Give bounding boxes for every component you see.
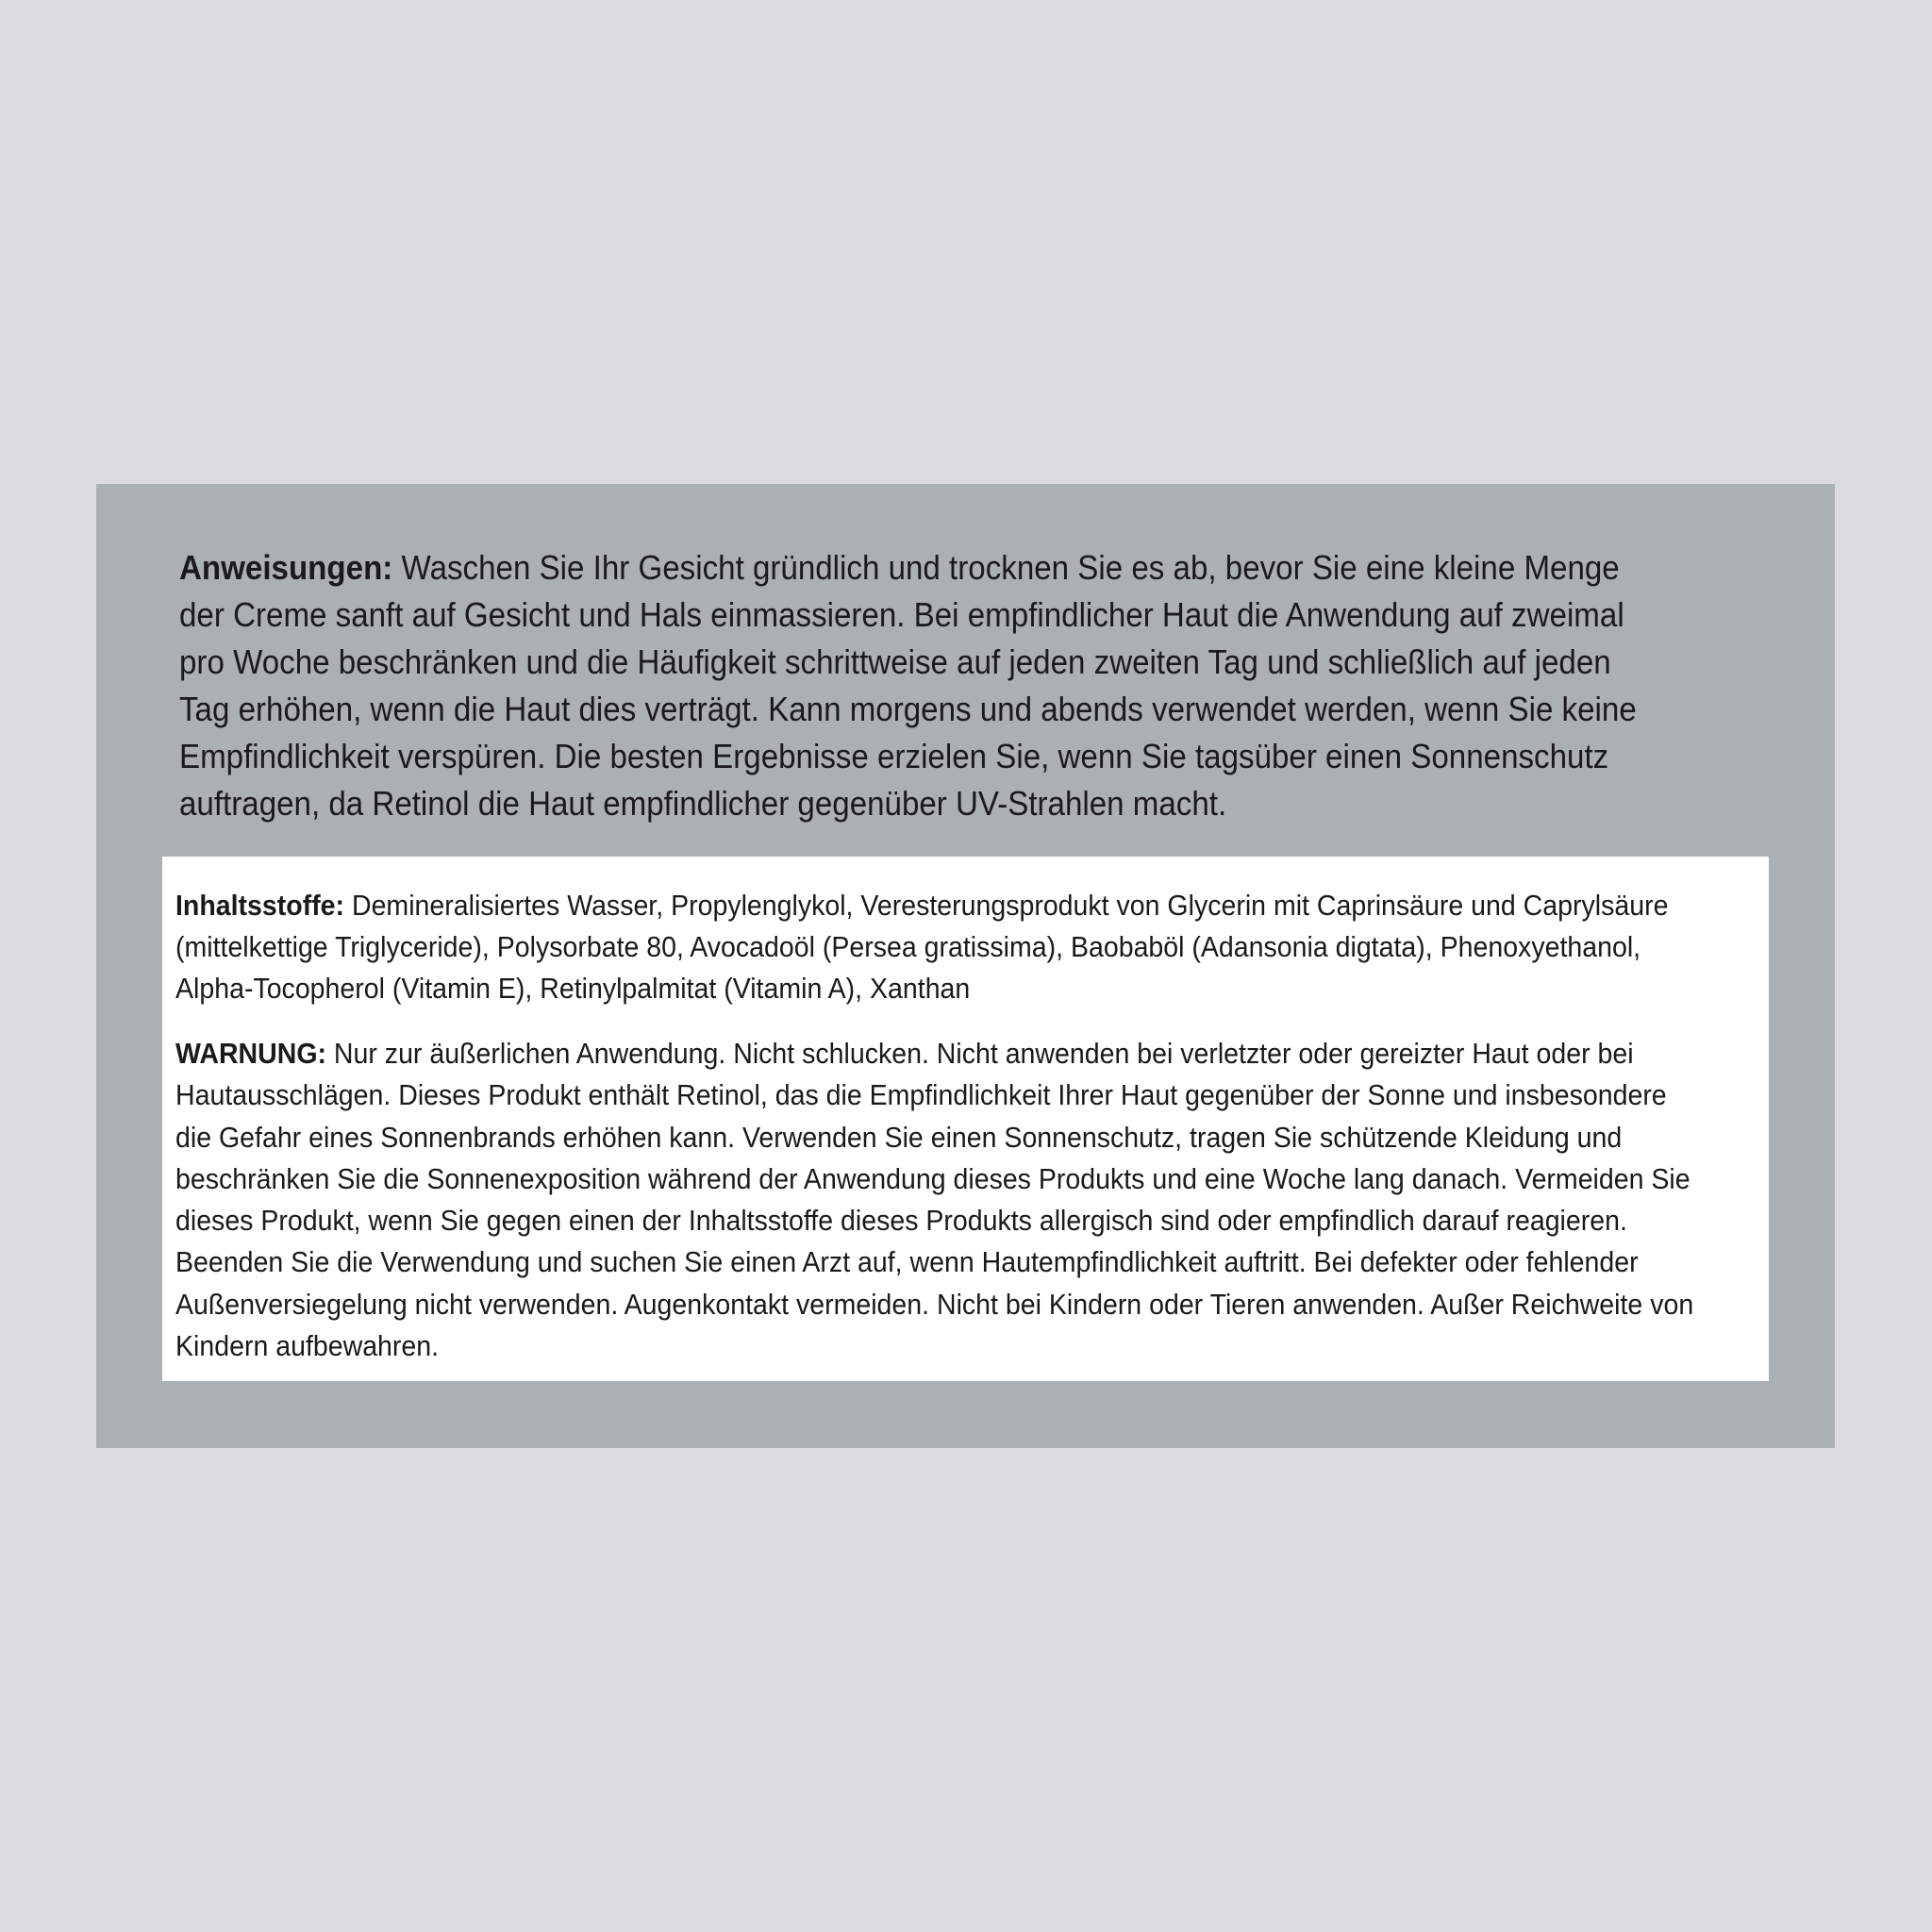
warning-paragraph	[175, 1033, 1703, 1367]
label-panel	[96, 484, 1835, 1448]
warning-heading: WARNUNG:	[175, 1037, 327, 1070]
ingredients-paragraph	[175, 885, 1703, 1009]
ingredients-heading: Inhaltsstoffe:	[175, 889, 345, 922]
ingredients-warning-box	[162, 857, 1769, 1381]
ingredients-text: Demineralisiertes Wasser, Propylenglykol, Veresterungsprodukt von Glycerin mit Caprinsäure und Caprylsäure (mittelkettige Triglyceride), Polysorbate 80, Avocadoöl (Persea gratissima), Baobaböl (Adansonia digtata), Phenoxyethanol, Alpha-Tocopherol (Vitamin E), Retinylpalmitat (Vitamin A), Xanthan	[175, 889, 1669, 1005]
warning-text: Nur zur äußerlichen Anwendung. Nicht schlucken. Nicht anwenden bei verletzter oder gereizter Haut oder bei Hautausschlägen. Dieses Produkt enthält Retinol, das die Empfindlichkeit Ihrer Haut gegenüber der Sonne und insbesondere die Gefahr eines Sonnenbrands erhöhen kann. Verwenden Sie einen Sonnenschutz, tragen Sie schützende Kleidung und beschränken Sie die Sonnenexposition während der Anwendung dieses Produkts und eine Woche lang danach. Vermeiden Sie dieses Produkt, wenn Sie gegen einen der Inhaltsstoffe dieses Produkts allergisch sind oder empfindlich darauf reagieren. Beenden Sie die Verwendung und suchen Sie einen Arzt auf, wenn Hautempfindlichkeit auftritt. Bei defekter oder fehlender Außenversiegelung nicht verwenden. Augenkontakt vermeiden. Nicht bei Kindern oder Tieren anwenden. Außer Reichweite von Kindern aufbewahren.	[175, 1037, 1694, 1363]
directions-paragraph	[179, 544, 1638, 827]
directions-text: Waschen Sie Ihr Gesicht gründlich und trocknen Sie es ab, bevor Sie eine kleine Menge der Creme sanft auf Gesicht und Hals einmassieren. Bei empfindlicher Haut die Anwendung auf zweimal pro Woche beschränken und die Häufigkeit schrittweise auf jeden zweiten Tag und schließlich auf jeden Tag erhöhen, wenn die Haut dies verträgt. Kann morgens und abends verwendet werden, wenn Sie keine Empfindlichkeit verspüren. Die besten Ergebnisse erzielen Sie, wenn Sie tagsüber einen Sonnenschutz auftragen, da Retinol die Haut empfindlicher gegenüber UV-Strahlen macht.	[179, 548, 1637, 823]
directions-heading: Anweisungen:	[179, 548, 393, 587]
